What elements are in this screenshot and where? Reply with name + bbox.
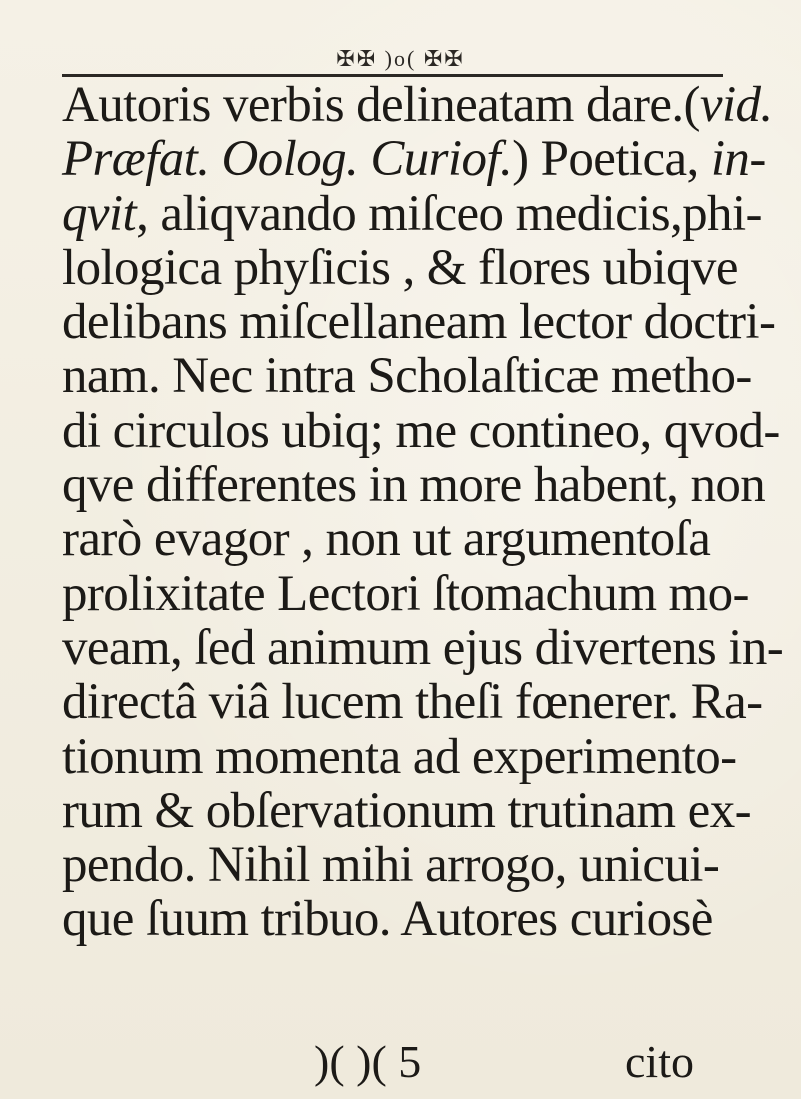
text-line-16: que ſuum tribuo. Autores curiosè [62, 891, 713, 948]
catchword: cito [625, 1036, 694, 1087]
text-line-2: Præfat. Oolog. Curiof.) Poetica, in- [62, 131, 766, 188]
text-line-6: nam. Nec intra Scholaſticæ metho- [62, 348, 752, 405]
text-line-13: tionum momenta ad experimento- [62, 728, 737, 785]
page-footer [0, 1032, 801, 1092]
text-line-3: qvit, aliqvando miſceo medicis,phi- [62, 185, 762, 242]
text-line-5: delibans miſcellaneam lector doctri- [62, 294, 776, 351]
text-line-11: veam, ſed animum ejus divertens in- [62, 619, 784, 676]
text-line-1: Autoris verbis delineatam dare.(vid. [62, 77, 773, 133]
text-line-9: rarò evagor , non ut argumentoſa [62, 511, 711, 568]
text-line-4: lologica phyſicis , & flores ubiqve [62, 239, 738, 296]
text-line-15: pendo. Nihil mihi arrogo, unicui- [62, 837, 720, 894]
text-line-7: di circulos ubiq; me contineo, qvod- [62, 402, 780, 459]
body-text [62, 77, 784, 948]
text-line-14: rum & obſervationum trutinam ex- [62, 782, 751, 839]
text-line-12: directâ viâ lucem theſi fœnerer. Ra- [62, 674, 763, 731]
signature-mark: )( )( 5 [314, 1036, 422, 1087]
text-line-8: qve differentes in more habent, non [62, 457, 766, 514]
text-line-10: prolixitate Lectori ſtomachum mo- [62, 565, 749, 622]
header-ornament: ✠✠ )o( ✠✠ [336, 46, 465, 71]
